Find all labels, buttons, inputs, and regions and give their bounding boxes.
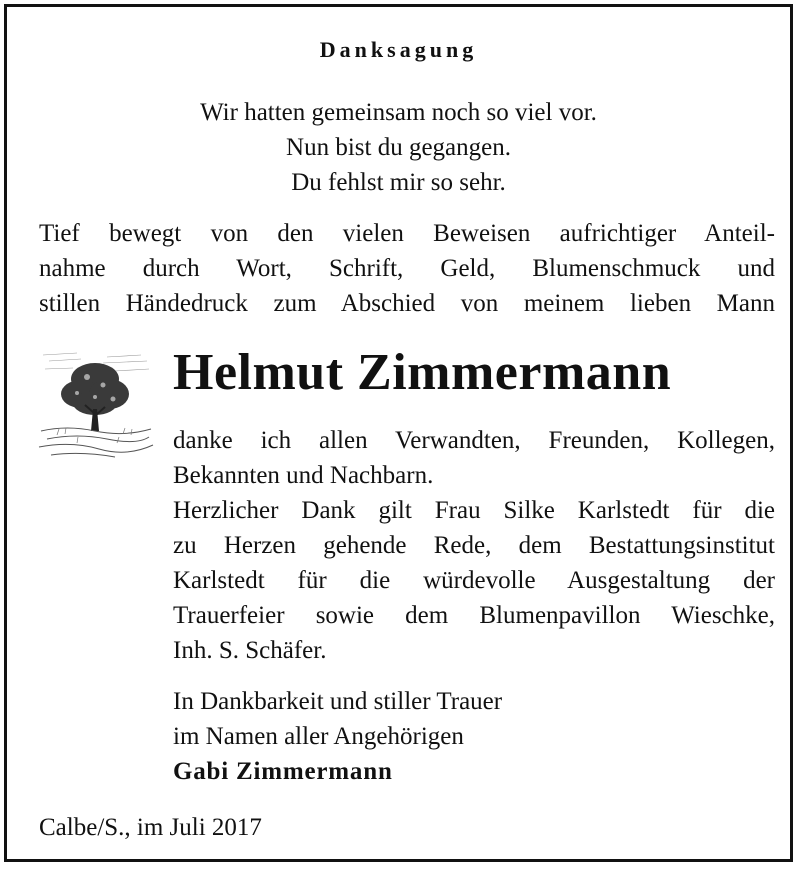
thanks-line: danke ich allen Verwandten, Freunden, Kollegen, (173, 427, 775, 454)
tree-landscape-icon (37, 339, 155, 464)
poem-line: Nun bist du gegangen. (286, 134, 511, 161)
notice-heading: Danksagung (319, 37, 478, 62)
poem (7, 95, 790, 200)
place-date: Calbe/S., im Juli 2017 (39, 814, 262, 841)
closing-line: In Dankbarkeit und stiller Trauer (173, 688, 503, 715)
thanks-line: Herzlicher Dank gilt Frau Silke Karlstedt für die (173, 497, 775, 524)
thanks-line: zu Herzen gehende Rede, dem Bestattungsinstitut (173, 532, 775, 559)
intro-line: Tief bewegt von den vielen Beweisen aufrichtiger Anteil- (39, 220, 775, 247)
intro-paragraph (39, 216, 775, 321)
closing-block (173, 684, 733, 789)
closing-line: im Namen aller Angehörigen (173, 723, 464, 750)
thanks-line: Karlstedt für die würdevolle Ausgestaltung der (173, 567, 775, 594)
thanks-line: Trauerfeier sowie dem Blumenpavillon Wieschke, (173, 602, 775, 629)
poem-line: Wir hatten gemeinsam noch so viel vor. (200, 99, 597, 126)
thanks-paragraph (173, 423, 775, 668)
thanks-line: Bekannten und Nachbarn. (173, 462, 434, 489)
thanks-line: Inh. S. Schäfer. (173, 637, 327, 664)
notice-frame (4, 4, 793, 862)
deceased-name: Helmut Zimmermann (173, 344, 672, 401)
signer-name: Gabi Zimmermann (173, 758, 393, 785)
intro-line: nahme durch Wort, Schrift, Geld, Blumenschmuck und (39, 255, 775, 282)
poem-line: Du fehlst mir so sehr. (291, 169, 506, 196)
intro-line: stillen Händedruck zum Abschied von meinem lieben Mann (39, 290, 775, 317)
